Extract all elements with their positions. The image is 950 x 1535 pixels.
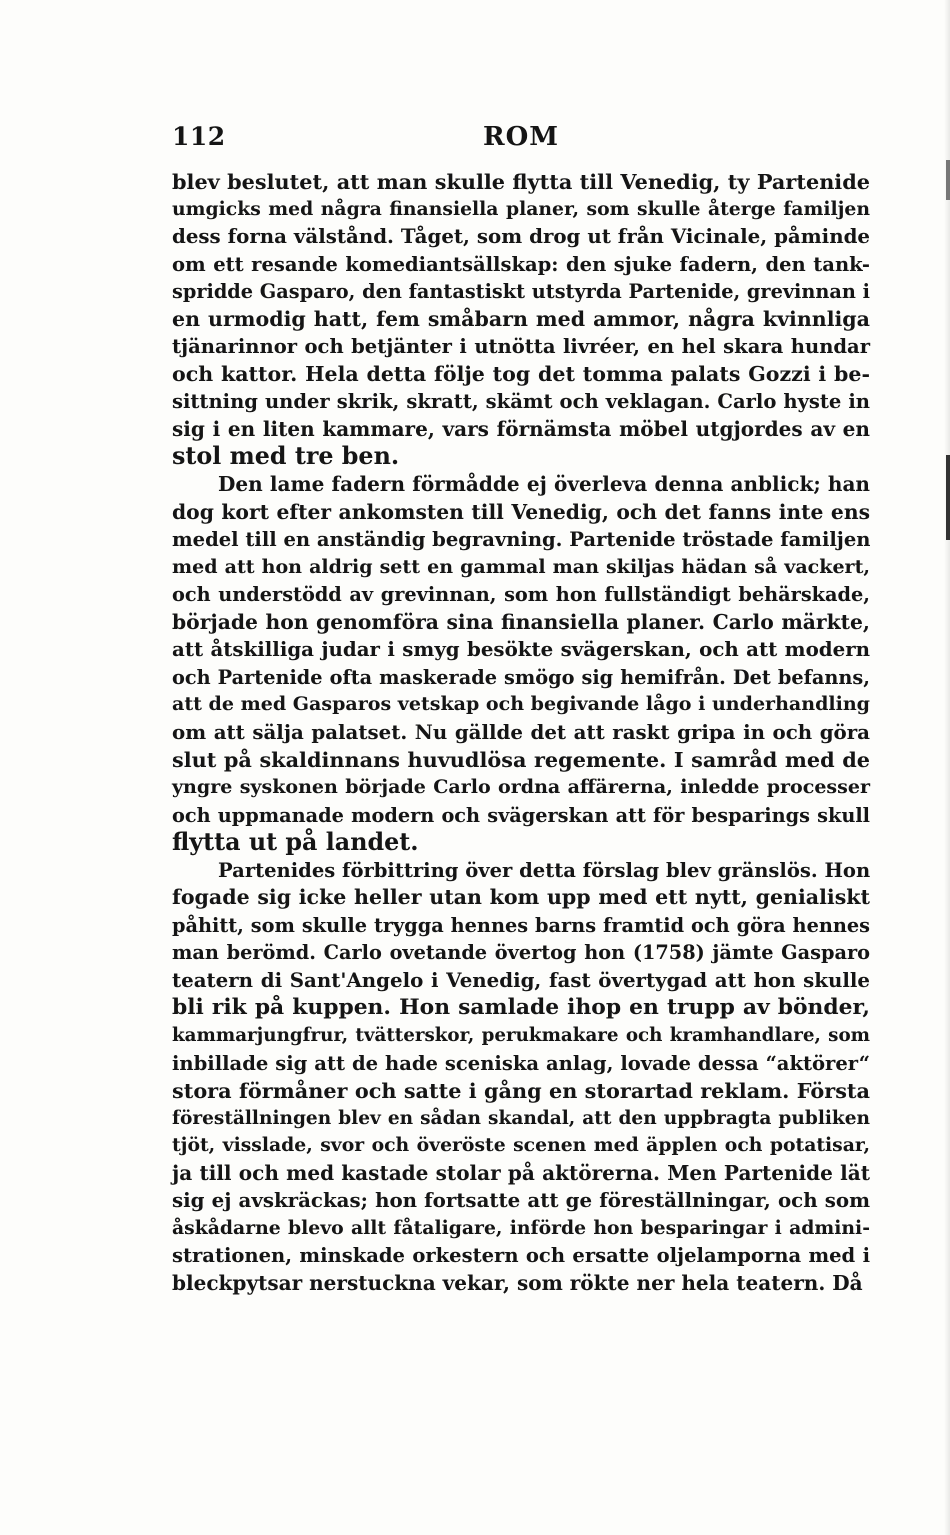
text-line: och kattor. Hela detta följe tog det tomma palats Gozzi i be- bbox=[172, 361, 870, 386]
page-number: 112 bbox=[172, 122, 226, 151]
text-line: föreställningen blev en sådan skandal, att den uppbragta publiken bbox=[172, 1107, 870, 1129]
text-line: Den lame fadern förmådde ej överleva denna anblick; han bbox=[218, 472, 870, 497]
text-line: att åtskilliga judar i smyg besökte svägerskan, och att modern bbox=[172, 637, 870, 662]
text-line: och understödd av grevinnan, som hon fullständigt behärskade, bbox=[172, 583, 870, 607]
text-line: slut på skaldinnans huvudlösa regemente. I samråd med de bbox=[172, 747, 870, 773]
text-line: en urmodig hatt, fem småbarn med ammor, några kvinnliga bbox=[172, 306, 870, 331]
text-line: kammarjungfrur, tvätterskor, perukmakare och kramhandlare, som bbox=[172, 1024, 870, 1046]
text-line: Partenides förbittring över detta förslag blev gränslös. Hon bbox=[218, 858, 871, 882]
text-line: strationen, minskade orkestern och ersatte oljelamporna med i bbox=[172, 1244, 870, 1268]
text-line: dog kort efter ankomsten till Venedig, och det fanns inte ens bbox=[172, 499, 870, 524]
text-line: sittning under skrik, skratt, skämt och veklagan. Carlo hyste in bbox=[172, 390, 870, 414]
text-line: tjöt, visslade, svor och överöste scenen med äpplen och potatisar, bbox=[172, 1134, 870, 1157]
text-line: yngre syskonen började Carlo ordna affärerna, inledde processer bbox=[172, 776, 870, 799]
text-line: ja till och med kastade stolar på aktörerna. Men Partenide lät bbox=[172, 1160, 870, 1185]
text-line: åskådarne blevo allt fåtaligare, införde hon besparingar i admini- bbox=[172, 1216, 870, 1239]
text-line: teatern di Sant'Angelo i Venedig, fast övertygad att hon skulle bbox=[172, 967, 870, 992]
text-line: man berömd. Carlo ovetande övertog hon (1758) jämte Gasparo bbox=[172, 941, 870, 965]
text-line: med att hon aldrig sett en gammal man skiljas hädan så vackert, bbox=[172, 555, 870, 578]
text-line: flytta ut på landet. bbox=[172, 828, 419, 857]
text-line: bleckpytsar nerstuckna vekar, som rökte ner hela teatern. Då bbox=[172, 1270, 863, 1295]
text-line: blev beslutet, att man skulle flytta till Venedig, ty Partenide bbox=[172, 169, 870, 194]
text-line: spridde Gasparo, den fantastiskt utstyrda Partenide, grevinnan i bbox=[172, 280, 870, 304]
text-line: om att sälja palatset. Nu gällde det att raskt gripa in och göra bbox=[172, 719, 870, 744]
body-text bbox=[172, 168, 870, 1297]
text-line: påhitt, som skulle trygga hennes barns framtid och göra hennes bbox=[172, 913, 870, 937]
text-line: fogade sig icke heller utan kom upp med ett nytt, genialiskt bbox=[172, 885, 870, 910]
page-edge-shadow bbox=[944, 0, 950, 1535]
text-line: stol med tre ben. bbox=[172, 442, 400, 471]
text-line: sig ej avskräckas; hon fortsatte att ge föreställningar, och som bbox=[172, 1188, 870, 1213]
text-line: umgicks med några finansiella planer, som skulle återge familjen bbox=[172, 197, 870, 220]
text-line: inbillade sig att de hade sceniska anlag, lovade dessa “aktörer“ bbox=[172, 1051, 870, 1075]
text-line: sig i en liten kammare, vars förnämsta möbel utgjordes av en bbox=[172, 416, 870, 441]
text-line: stora förmåner och satte i gång en storartad reklam. Första bbox=[172, 1078, 870, 1104]
text-line: tjänarinnor och betjänter i utnötta livréer, en hel skara hundar bbox=[172, 335, 870, 359]
running-head: ROM bbox=[482, 122, 560, 152]
scan-edge-mark bbox=[946, 160, 950, 200]
text-line: började hon genomföra sina finansiella planer. Carlo märkte, bbox=[172, 609, 870, 634]
text-line: bli rik på kuppen. Hon samlade ihop en trupp av bönder, bbox=[172, 995, 870, 1021]
text-line: att de med Gasparos vetskap och begivande lågo i underhandling bbox=[172, 693, 870, 716]
text-line: och uppmanade modern och svägerskan att för besparings skull bbox=[172, 803, 870, 827]
text-line: dess forna välstånd. Tåget, som drog ut från Vicinale, påminde bbox=[172, 224, 870, 249]
text-line: medel till en anständig begravning. Partenide tröstade familjen bbox=[172, 528, 871, 552]
page-header bbox=[172, 122, 870, 160]
text-line: om ett resande komediantsällskap: den sjuke fadern, den tank- bbox=[172, 252, 870, 276]
text-line: och Partenide ofta maskerade smögo sig hemifrån. Det befanns, bbox=[172, 665, 870, 689]
scan-edge-mark bbox=[946, 455, 950, 540]
